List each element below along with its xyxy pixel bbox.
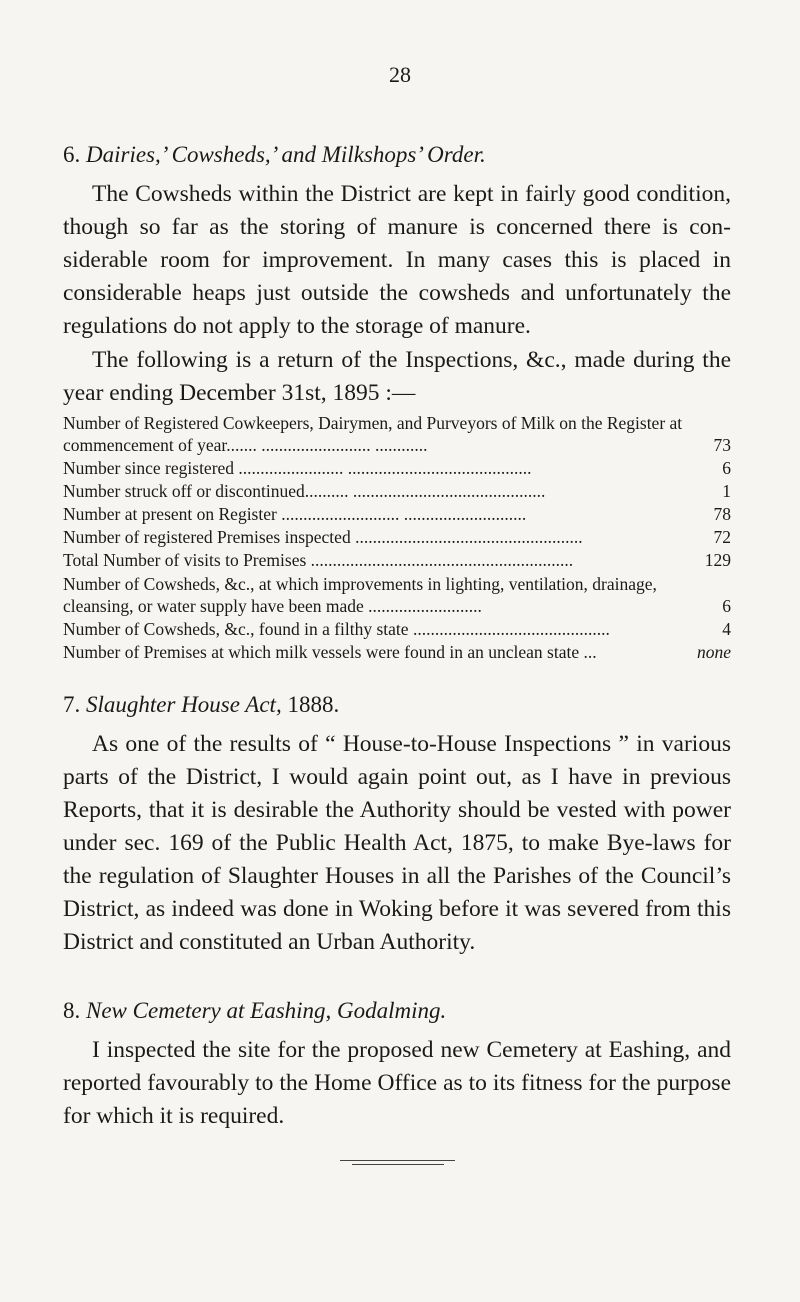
returns-row-label: Number at present on Register ........................... ............................: [63, 504, 527, 524]
section-8-number: 8.: [63, 998, 81, 1023]
page-number: 28: [389, 62, 411, 87]
section-8-title: New Cemetery at Eashing, Godalming.: [86, 998, 447, 1023]
returns-row-label: Number of Cowsheds, &c., at which improvements in lighting, ventilation, drainage, cleansing, or water supply have been made ..........................: [63, 574, 657, 616]
section-6-paragraph-2: The following is a return of the Inspections, &c., made during the year ending December 31st, 1895 :—: [63, 347, 731, 406]
section-7-year: 1888.: [287, 692, 340, 717]
returns-row-label: Number since registered ........................ ..........................................: [63, 458, 532, 478]
returns-row-value: 4: [722, 619, 731, 639]
section-7-number: 7.: [63, 692, 81, 717]
returns-row-value: 6: [722, 458, 731, 478]
returns-table: [63, 412, 731, 663]
returns-row: [63, 479, 731, 502]
returns-row-label: Number of registered Premises inspected ....................................................: [63, 527, 583, 547]
closing-rule: [340, 1160, 455, 1161]
returns-row: [63, 640, 731, 663]
returns-row-value: 73: [713, 435, 731, 455]
section-6-title: Dairies,’ Cowsheds,’ and Milkshops’ Order.: [86, 142, 486, 167]
section-7-paragraph: As one of the results of “ House-to-House Inspections ” in various parts of the District, I would again point out, as I have in previous Reports, that it is desirable the Authority should be vested with power under sec. 169 of the Public Health Act, 1875, to make Bye-laws for the regulation of Slaughter Houses in all the Parishes of the Council’s District, as indeed was done in Woking before it was severed from this District and constituted an Urban Authority.: [63, 731, 731, 955]
section-6-paragraph-1: The Cowsheds within the District are kept in fairly good condition, though so far as the storing of manure is concerned there is considerable room for improvement. In many cases this is placed in considerable heaps just outside the cowsheds and unfortunately the regulations do not apply to the storage of manure.: [63, 181, 731, 339]
returns-row: [63, 617, 731, 640]
section-7-title: Slaughter House Act,: [86, 692, 282, 717]
returns-row: [63, 412, 731, 456]
returns-row: [63, 548, 731, 571]
returns-row-label: Number struck off or discontinued.......... ............................................: [63, 481, 546, 501]
returns-row-value: 72: [713, 527, 731, 547]
returns-row-value: 6: [722, 596, 731, 616]
returns-row-value: 1: [722, 481, 731, 501]
section-7-heading: [63, 690, 731, 720]
returns-row: [63, 456, 731, 479]
returns-row-label: Number of Premises at which milk vessels were found in an unclean state ...: [63, 642, 597, 662]
section-8-paragraph: I inspected the site for the proposed new Cemetery at Eashing, and reported favourably to the Home Office as to its fitness for the purpose for which it is required.: [63, 1037, 731, 1129]
returns-row-value: 78: [713, 504, 731, 524]
returns-row-value: 129: [704, 550, 731, 570]
returns-row: [63, 571, 731, 617]
returns-row-label: Total Number of visits to Premises ............................................................: [63, 550, 574, 570]
section-8-heading: [63, 996, 731, 1026]
returns-row: [63, 525, 731, 548]
returns-row-label: Number of Cowsheds, &c., found in a filthy state .............................................: [63, 619, 610, 639]
section-6-number: 6.: [63, 142, 81, 167]
section-6-heading: [63, 140, 731, 170]
closing-rule: [352, 1164, 444, 1165]
returns-row: [63, 502, 731, 525]
returns-row-label: Number of Registered Cowkeepers, Dairymen, and Purveyors of Milk on the Register at commencement of year....... ......................... ............: [63, 413, 683, 455]
returns-row-value: none: [696, 642, 731, 662]
